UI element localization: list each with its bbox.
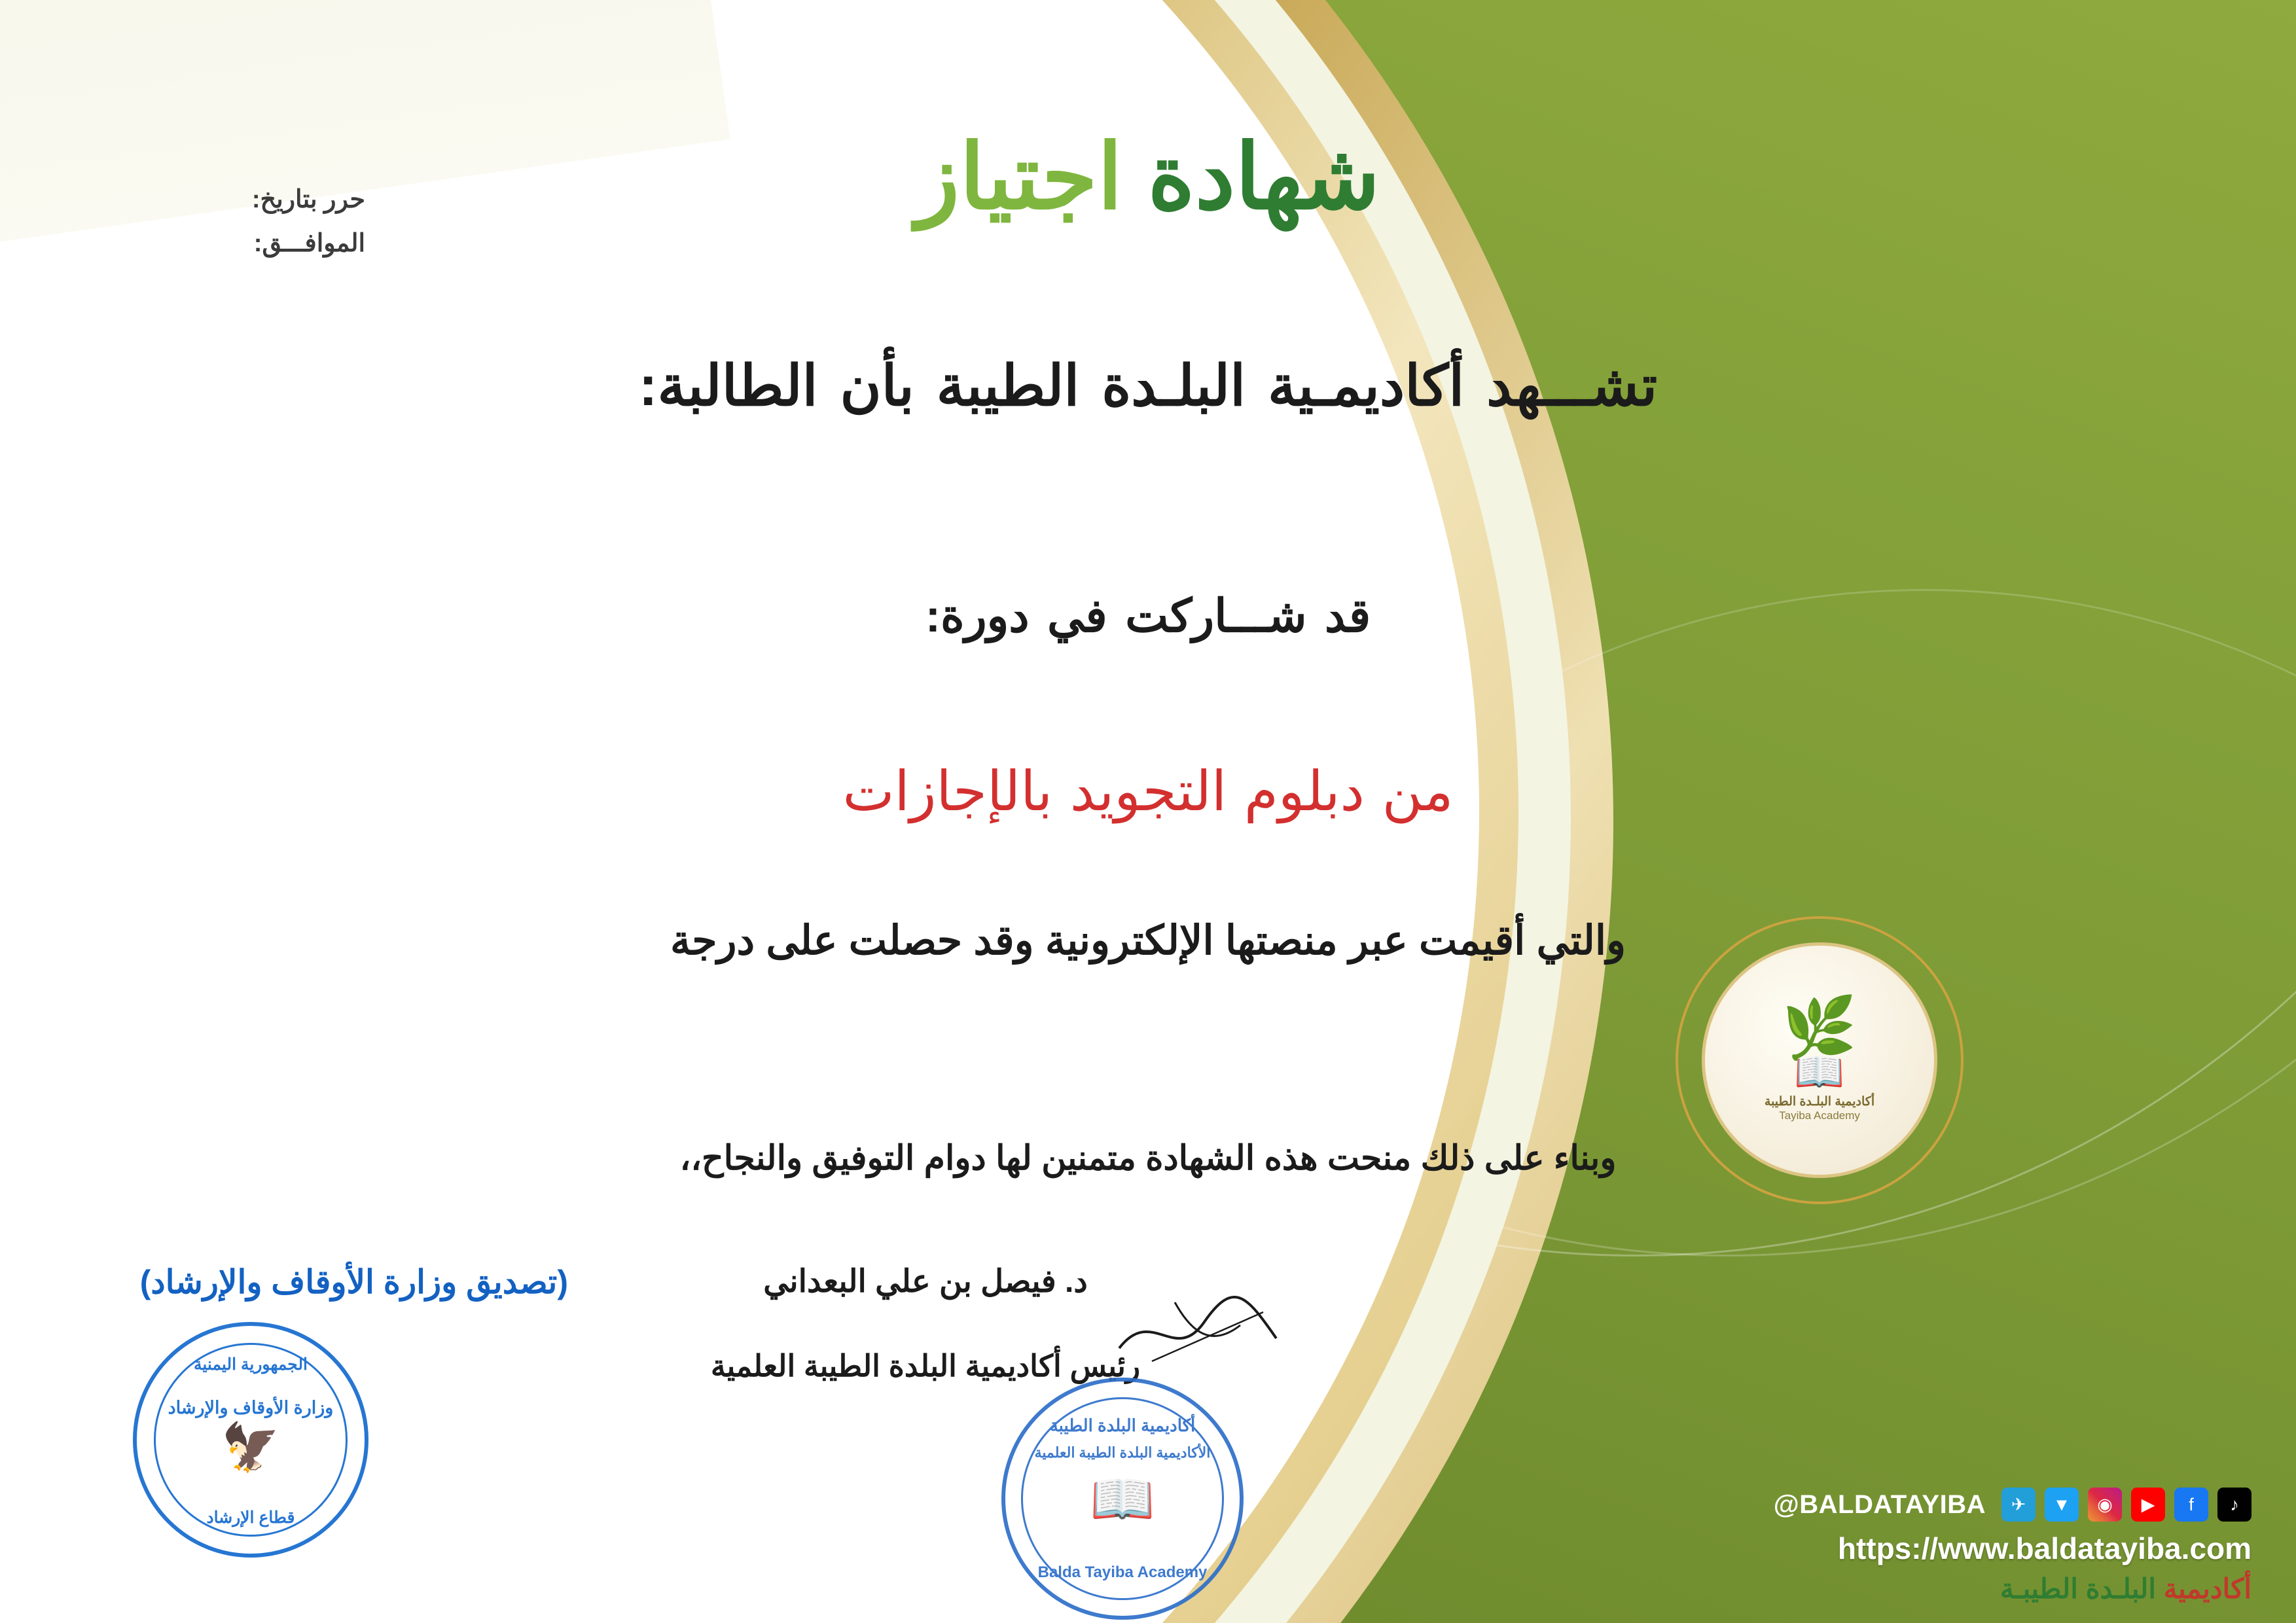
facebook-icon[interactable]: f — [2174, 1488, 2208, 1522]
gold-seal-medallion — [1676, 916, 1964, 1204]
youtube-icon[interactable]: ▶ — [2131, 1488, 2165, 1522]
ministry-stamp-bottom-text: قطاع الإرشاد — [206, 1508, 295, 1527]
social-handle: @BALDATAYIBA — [1773, 1489, 1986, 1519]
statement-line-3: والتي أقيمت عبر منصتها الإلكترونية وقد حصلت على درجة — [670, 918, 1626, 963]
tree-logo-icon: 🌿 — [1782, 994, 1857, 1061]
signatory-role: رئيس أكاديمية البلدة الطيبة العلمية — [710, 1349, 1141, 1383]
title-main-text: شهادة — [1122, 127, 1380, 228]
course-name: من دبلوم التجويد بالإجازات — [842, 759, 1454, 823]
brand-name — [1348, 1573, 2251, 1605]
statement-line-2: قد شـــاركت في دورة: — [925, 590, 1371, 641]
instagram-icon[interactable]: ◉ — [2088, 1488, 2122, 1522]
page-title — [0, 124, 2296, 230]
statement-line-1: تشـــهد أكاديمـية البلـدة الطيبة بأن الطالبة: — [638, 355, 1658, 418]
ministry-stamp-mid-text: وزارة الأوقاف والإرشاد — [168, 1398, 334, 1418]
handwritten-signature-icon — [1113, 1286, 1309, 1371]
seal-face — [1702, 942, 1937, 1178]
academy-stamp-line2: الأكاديمية البلدة الطيبة العلمية — [1034, 1444, 1211, 1461]
academy-stamp-line3: Balda Tayiba Academy — [1037, 1563, 1208, 1581]
open-book-icon: 📖 — [1090, 1470, 1155, 1528]
telegram-icon[interactable]: ✈ — [2001, 1488, 2036, 1522]
corresponding-date-label: الموافـــق: — [253, 229, 365, 257]
statement-line-4: وبناء على ذلك منحت هذه الشهادة متمنين لها دوام التوفيق والنجاح،، — [679, 1139, 1617, 1177]
brand-name-part2: البلـدة الطيبـة — [2000, 1573, 2156, 1604]
website-url[interactable]: https://www.baldatayiba.com — [1837, 1531, 2251, 1565]
academy-stamp — [1001, 1378, 1244, 1620]
eagle-emblem-icon: 🦅 — [221, 1421, 280, 1474]
academy-stamp-line1: أكاديمية البلدة الطيبة — [1049, 1416, 1196, 1435]
title-accent-text: اجتياز — [916, 127, 1123, 228]
twitter-icon[interactable]: ▼ — [2045, 1488, 2079, 1522]
issued-on-label: حرر بتاريخ: — [251, 186, 365, 213]
student-name-value — [853, 478, 1443, 530]
footer — [1348, 1488, 2251, 1605]
tiktok-icon[interactable]: ♪ — [2217, 1488, 2251, 1522]
ministry-stamp-top-text: الجمهورية اليمنية — [193, 1355, 308, 1374]
signatory-name: د. فيصل بن علي البعداني — [763, 1264, 1088, 1299]
social-row — [1348, 1488, 2251, 1522]
student-name-field — [0, 478, 2296, 556]
open-book-icon: 📖 — [1794, 1049, 1845, 1095]
seal-label-ar: أكاديمية البلـدة الطيبة — [1764, 1095, 1875, 1109]
attestation-label: (تصديق وزارة الأوقاف والإرشاد) — [139, 1264, 568, 1300]
brand-name-part1: أكاديمية — [2156, 1573, 2251, 1604]
seal-label-en: Tayiba Academy — [1779, 1109, 1860, 1122]
